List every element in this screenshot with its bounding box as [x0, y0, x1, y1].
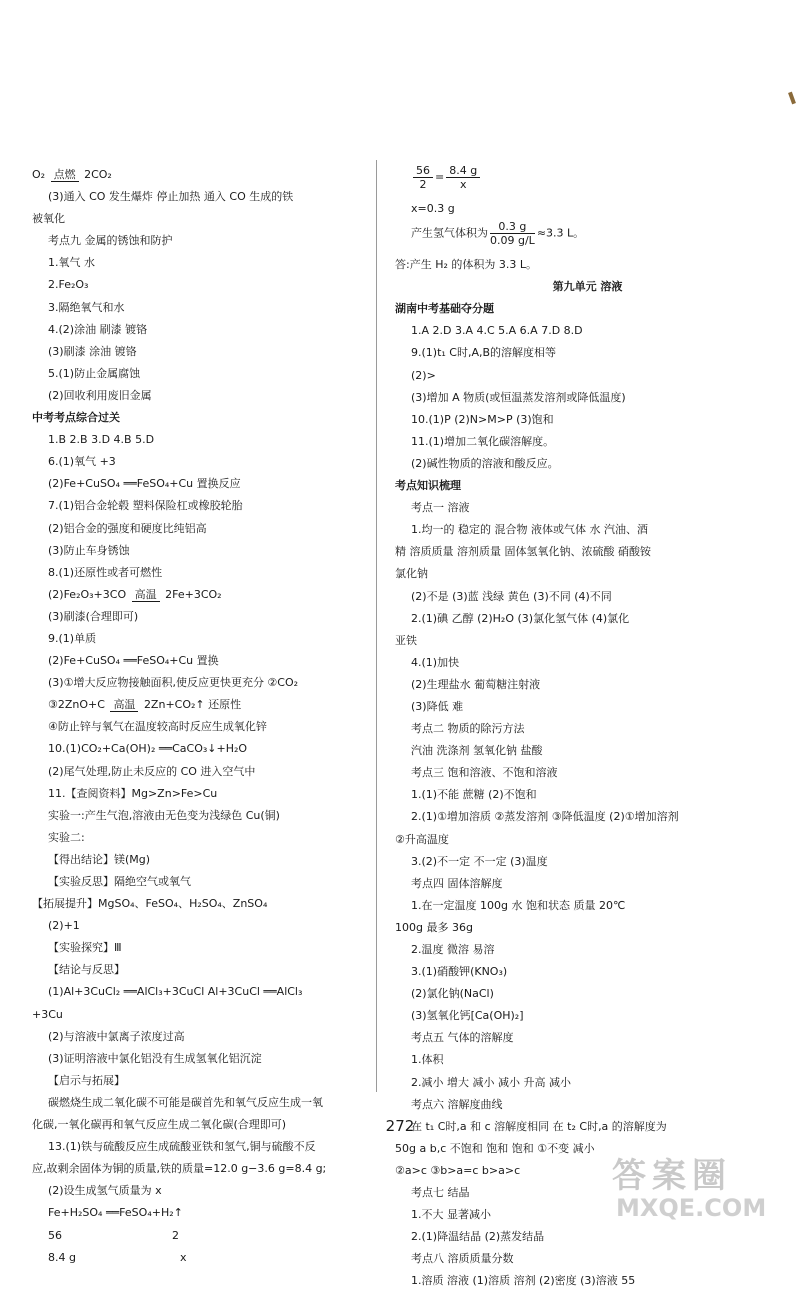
condition-label: 高温 — [110, 698, 138, 712]
numerator: 0.3 g — [490, 220, 535, 234]
reaction-condition — [110, 698, 138, 712]
answer-line: (2)碱性物质的溶液和酸反应。 — [411, 456, 559, 470]
equation-line — [32, 584, 372, 606]
answer-line: 3.(2)不一定 不一定 (3)温度 — [411, 854, 548, 868]
column-divider — [376, 160, 377, 1092]
denominator: 2 — [419, 178, 427, 191]
answer-line: 5.(1)防止金属腐蚀 — [48, 366, 141, 380]
answer-line: 【实验探究】Ⅲ — [48, 941, 122, 955]
section-heading: 考点四 固体溶解度 — [411, 876, 503, 890]
proportion-equation — [395, 164, 780, 198]
answer-line: (1)Al+3CuCl₂ ══AlCl₃+3CuCl Al+3CuCl ══AlCl₃ — [48, 985, 303, 999]
section-heading: 考点八 溶质质量分数 — [411, 1252, 514, 1266]
answer-line: (2)不是 (3)蓝 浅绿 黄色 (3)不同 (4)不同 — [411, 589, 612, 603]
equation-line: Fe+H₂SO₄ ══FeSO₄+H₂↑ — [48, 1206, 183, 1220]
answer-line: (3)防止车身锈蚀 — [48, 543, 130, 557]
watermark-url: MXQE.COM — [616, 1194, 767, 1222]
answer-line: 化碳,一氧化碳再和氧气反应生成二氧化碳(合理即可) — [32, 1118, 287, 1132]
answer-line: (3)氢氧化钙[Ca(OH)₂] — [411, 1009, 524, 1023]
answer-line: 实验二: — [48, 830, 85, 844]
answer-line: (2)回收利用废旧金属 — [48, 388, 152, 402]
answer-line: 2.(1)碘 乙醇 (2)H₂O (3)氯化氢气体 (4)氯化 — [411, 611, 630, 625]
section-heading: 考点一 溶液 — [411, 501, 470, 515]
answer-line: ②升高温度 — [395, 832, 449, 846]
answer-line: 6.(1)氧气 +3 — [48, 455, 116, 469]
answer-line: (3)刷漆 涂油 镀铬 — [48, 344, 137, 358]
watermark — [612, 1148, 788, 1228]
denominator: 0.09 g/L — [490, 234, 535, 248]
answer-line: 1.在一定温度 100g 水 饱和状态 质量 20℃ — [411, 898, 626, 912]
answer-line: +3Cu — [32, 1007, 63, 1021]
answer-line: 10.(1)P (2)N>M>P (3)饱和 — [411, 412, 554, 426]
page-number: 272 — [385, 1117, 415, 1135]
condition-label: 点燃 — [51, 168, 79, 182]
ratio-value: x — [179, 1250, 187, 1264]
answer-line: ④防止锌与氧气在温度较高时反应生成氧化锌 — [48, 720, 267, 734]
answer-line: 13.(1)铁与硫酸反应生成硫酸亚铁和氢气,铜与硫酸不反 — [48, 1140, 316, 1154]
answer-line: (2)铝合金的强度和硬度比纯铝高 — [48, 521, 207, 535]
answer-line: x=0.3 g — [411, 202, 455, 215]
section-title: 中考考点综合过关 — [32, 411, 120, 425]
fraction — [413, 164, 433, 191]
answer-line: (2)与溶液中氯离子浓度过高 — [48, 1029, 185, 1043]
answer-line: (2)Fe+CuSO₄ ══FeSO₄+Cu 置换 — [48, 654, 219, 668]
answer-line: 【得出结论】镁(Mg) — [48, 852, 151, 866]
answer-line: 1.(1)不能 蔗糖 (2)不饱和 — [411, 788, 537, 802]
section-heading: 考点五 气体的溶解度 — [411, 1031, 514, 1045]
answer-line: 10.(1)CO₂+Ca(OH)₂ ══CaCO₃↓+H₂O — [48, 742, 248, 756]
answer-line: 11.(1)增加二氧化碳溶解度。 — [411, 434, 555, 448]
answer-line: 9.(1)t₁ C时,A,B的溶解度相等 — [411, 346, 557, 360]
answer-line: (2)尾气处理,防止未反应的 CO 进入空气中 — [48, 764, 256, 778]
answer-line: 被氧化 — [32, 212, 65, 226]
answer-line: (3)证明溶液中氯化铝没有生成氢氧化铝沉淀 — [48, 1051, 262, 1065]
answer-line: 7.(1)铝合金轮毂 塑料保险杠或橡胶轮胎 — [48, 499, 243, 513]
section-heading: 考点六 溶解度曲线 — [411, 1097, 503, 1111]
answer-line: (3)降低 难 — [411, 699, 464, 713]
answer-line: 4.(2)涂油 刷漆 镀铬 — [48, 322, 148, 336]
answer-line: 汽油 洗涤剂 氢氧化钠 盐酸 — [411, 744, 543, 758]
answer-line: 1.溶质 溶液 (1)溶质 溶剂 (2)密度 (3)溶液 55 — [411, 1274, 636, 1288]
answer-line: (3)通入 CO 发生爆炸 停止加热 通入 CO 生成的铁 — [48, 190, 294, 204]
numerator: 8.4 g — [446, 164, 480, 178]
section-heading: 考点二 物质的除污方法 — [411, 722, 525, 736]
answer-line: 2.(1)降温结晶 (2)蒸发结晶 — [411, 1230, 545, 1244]
answer-line: (2)+1 — [48, 919, 80, 933]
answer-line: 1.体积 — [411, 1053, 444, 1067]
answer-line: 答:产生 H₂ 的体积为 3.3 L。 — [395, 258, 537, 272]
ratio-line — [32, 1225, 372, 1247]
answer-line: 1.B 2.B 3.D 4.B 5.D — [48, 433, 155, 447]
numerator: 56 — [413, 164, 433, 178]
answer-line: 3.隔绝氧气和水 — [48, 300, 125, 314]
equation-text: 产生氢气体积为 — [411, 226, 488, 240]
equation-text: 2Fe+3CO₂ — [165, 587, 222, 601]
equation-text: ≈3.3 L。 — [536, 226, 585, 240]
equation-line — [32, 164, 372, 186]
answer-line: 1.氧气 水 — [48, 256, 95, 270]
answer-line: 2.温度 微溶 易溶 — [411, 943, 495, 956]
equation-text: ③2ZnO+C — [48, 698, 105, 712]
condition-label: 高温 — [132, 588, 160, 602]
equation-text: (2)Fe₂O₃+3CO — [48, 587, 127, 601]
equation-text: 2Zn+CO₂↑ 还原性 — [143, 698, 242, 712]
ratio-value: 8.4 g — [48, 1250, 76, 1264]
ratio-value: 2 — [172, 1228, 179, 1242]
answer-line: 1.不大 显著减小 — [411, 1208, 491, 1222]
unit-title: 第九单元 溶液 — [552, 280, 623, 294]
answer-line: 3.(1)硝酸钾(KNO₃) — [411, 965, 508, 979]
answer-line: 1.均一的 稳定的 混合物 液体或气体 水 汽油、酒 — [411, 523, 648, 537]
watermark-title: 答案圈 — [612, 1156, 732, 1196]
section-heading: 考点九 金属的锈蚀和防护 — [48, 234, 173, 248]
answer-line: 【启示与拓展】 — [48, 1073, 125, 1087]
answer-line: (3)刷漆(合理即可) — [48, 609, 139, 623]
answer-line: (2)氯化钠(NaCl) — [411, 987, 494, 1001]
answer-line: (2)> — [411, 368, 436, 382]
answer-line: 在 t₁ C时,a 和 c 溶解度相同 在 t₂ C时,a 的溶解度为 — [411, 1119, 667, 1133]
answer-line: 2.减小 增大 减小 减小 升高 减小 — [411, 1075, 571, 1089]
reaction-condition — [51, 168, 79, 182]
answer-line: 1.A 2.D 3.A 4.C 5.A 6.A 7.D 8.D — [411, 324, 583, 338]
ratio-line — [32, 1247, 372, 1269]
answer-line: (3)增加 A 物质(或恒温蒸发溶剂或降低温度) — [411, 390, 626, 404]
denominator: x — [459, 178, 467, 191]
answer-line: 9.(1)单质 — [48, 631, 97, 645]
equation-text: O₂ — [32, 168, 46, 181]
answer-line: 精 溶质质量 溶剂质量 固体氢氧化钠、浓硫酸 硝酸铵 — [395, 545, 651, 559]
equation-text: 2CO₂ — [84, 168, 112, 181]
equals-sign: = — [435, 170, 445, 184]
scan-mark — [788, 92, 796, 105]
answer-line: 应,故剩余固体为铜的质量,铁的质量=12.0 g−3.6 g=8.4 g; — [32, 1162, 327, 1176]
equation-line — [32, 694, 372, 716]
answer-line: 8.(1)还原性或者可燃性 — [48, 565, 163, 579]
section-title: 考点知识梳理 — [395, 479, 461, 493]
answer-line: 2.(1)①增加溶质 ②蒸发溶剂 ③降低温度 (2)①增加溶剂 — [411, 810, 679, 824]
left-column — [32, 164, 372, 1269]
answer-line: (2)Fe+CuSO₄ ══FeSO₄+Cu 置换反应 — [48, 477, 241, 491]
answer-line: 【结论与反思】 — [48, 963, 125, 977]
answer-line: 2.Fe₂O₃ — [48, 278, 89, 292]
answer-line: 碳燃烧生成二氧化碳不可能是碳首先和氧气反应生成一氧 — [48, 1095, 323, 1109]
section-title: 湖南中考基础夺分题 — [395, 302, 494, 316]
fraction — [446, 164, 480, 191]
answer-line: ②a>c ③b>a=c b>a>c — [395, 1163, 521, 1177]
answer-line: 50g a b,c 不饱和 饱和 饱和 ①不变 减小 — [395, 1141, 595, 1155]
answer-line: 4.(1)加快 — [411, 655, 460, 669]
section-heading: 考点七 结晶 — [411, 1186, 470, 1200]
reaction-condition — [132, 588, 160, 602]
answer-line: (2)设生成氢气质量为 x — [48, 1184, 162, 1198]
fraction — [490, 220, 535, 247]
answer-line: 【拓展提升】MgSO₄、FeSO₄、H₂SO₄、ZnSO₄ — [32, 897, 268, 911]
answer-line: 氯化钠 — [395, 567, 428, 581]
answer-line: (3)①增大反应物接触面积,使反应更快更充分 ②CO₂ — [48, 676, 299, 690]
section-heading: 考点三 饱和溶液、不饱和溶液 — [411, 766, 558, 780]
answer-line: 亚铁 — [395, 633, 417, 647]
answer-line: 100g 最多 36g — [395, 920, 473, 934]
answer-line: (2)生理盐水 葡萄糖注射液 — [411, 677, 541, 691]
volume-equation — [395, 220, 780, 254]
answer-line: 【实验反思】隔绝空气或氧气 — [48, 875, 191, 888]
answer-line: 实验一:产生气泡,溶液由无色变为浅绿色 Cu(铜) — [48, 808, 280, 822]
ratio-value: 56 — [48, 1228, 62, 1242]
answer-line: 11.【查阅资料】Mg>Zn>Fe>Cu — [48, 786, 218, 800]
